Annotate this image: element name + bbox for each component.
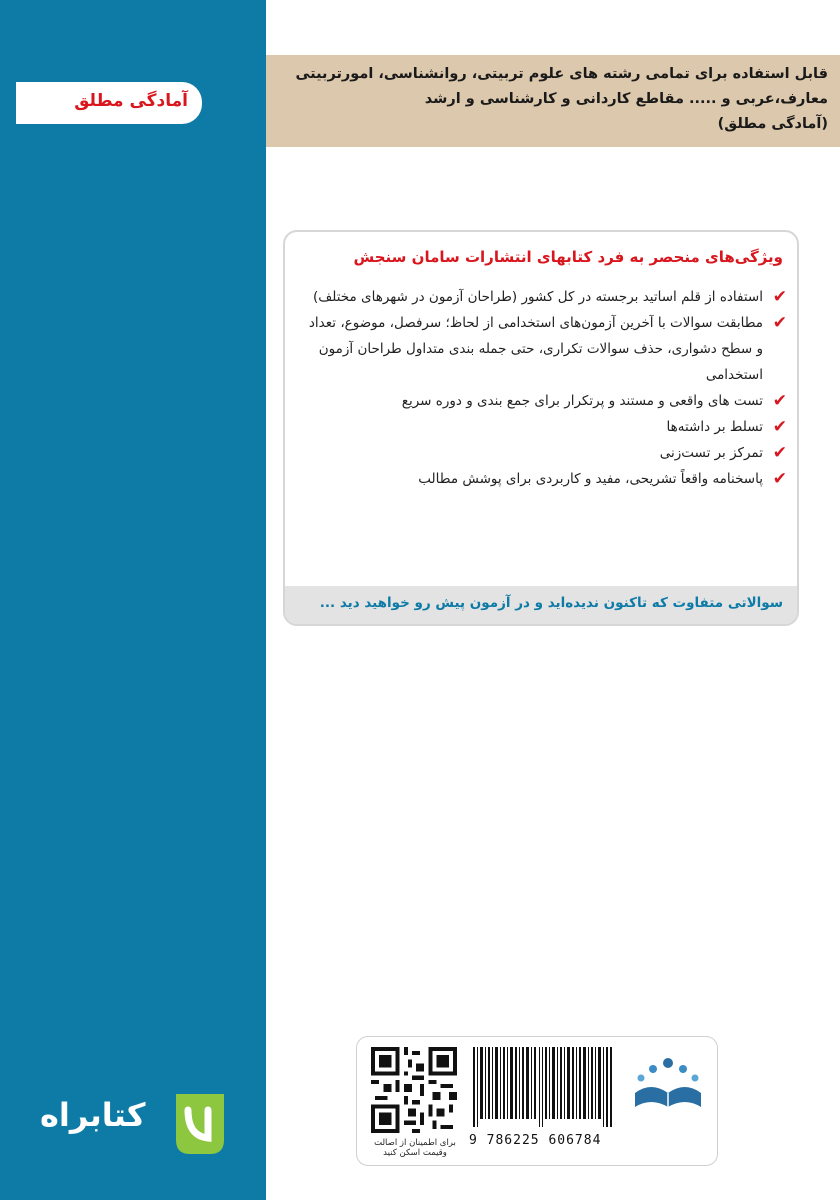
qr-code-icon[interactable]	[371, 1047, 457, 1133]
cover-spine	[0, 0, 266, 1200]
header-line-3: (آمادگی مطلق)	[717, 116, 828, 132]
scan-note	[365, 1138, 465, 1158]
category-tag	[16, 82, 202, 124]
scan-note-line-2: وقیمت اسکن کنید	[383, 1148, 447, 1158]
scan-note-line-1: برای اطمینان از اصالت	[374, 1138, 456, 1148]
features-box	[283, 230, 799, 626]
features-footer-text: سوالاتی متفاوت که تاکنون ندیده‌اید و در آزمون پیش رو خواهید دید ...	[319, 595, 783, 611]
header-line-1: قابل استفاده برای تمامی رشته های علوم تربیتی، روانشناسی، امورتربیتی	[295, 66, 828, 82]
feature-item	[301, 414, 787, 440]
feature-text: تمرکز بر تست‌زنی	[659, 445, 763, 461]
check-icon: ✔	[772, 443, 787, 463]
feature-text: تسلط بر داشته‌ها	[666, 419, 763, 435]
publisher-logo-icon	[625, 1049, 711, 1157]
feature-text: تست های واقعی و مستند و پرتکرار برای جمع بندی و دوره سریع	[401, 393, 763, 409]
retailer-logo	[30, 1084, 242, 1162]
feature-item	[301, 466, 787, 492]
header-line-2: معارف،عربی و ..... مقاطع کاردانی و کارشناسی و ارشد	[424, 91, 828, 107]
features-list	[301, 284, 787, 492]
isbn-barcode	[473, 1047, 613, 1127]
retailer-book-icon	[168, 1088, 232, 1158]
feature-text: استفاده از قلم اساتید برجسته در کل کشور (طراحان آزمون در شهرهای مختلف)	[313, 289, 763, 305]
feature-item	[301, 310, 787, 388]
check-icon: ✔	[772, 469, 787, 489]
check-icon: ✔	[772, 417, 787, 437]
isbn-number: 9 786225 606784	[469, 1133, 602, 1148]
feature-text: پاسخنامه واقعاً تشریحی، مفید و کاربردی برای پوشش مطالب	[418, 471, 763, 487]
header-text	[288, 62, 828, 137]
feature-item	[301, 284, 787, 310]
barcode-panel	[356, 1036, 718, 1166]
feature-item	[301, 388, 787, 414]
header-band	[266, 55, 840, 147]
category-tag-label: آمادگی مطلق	[74, 91, 188, 111]
retailer-name: کتابراه	[40, 1096, 146, 1134]
check-icon: ✔	[772, 313, 787, 333]
features-title: ویژگی‌های منحصر به فرد کتابهای انتشارات سامان سنجش	[353, 248, 783, 266]
feature-item	[301, 440, 787, 466]
feature-text: مطابقت سوالات با آخرین آزمون‌های استخدامی از لحاظ؛ سرفصل، موضوع، تعداد و سطح دشواری، حذف سوالات تکراری، حتی جمله بندی متداول طراحان آزمون استخدامی	[308, 315, 763, 383]
check-icon: ✔	[772, 391, 787, 411]
features-footer-band	[285, 586, 797, 624]
check-icon: ✔	[772, 287, 787, 307]
